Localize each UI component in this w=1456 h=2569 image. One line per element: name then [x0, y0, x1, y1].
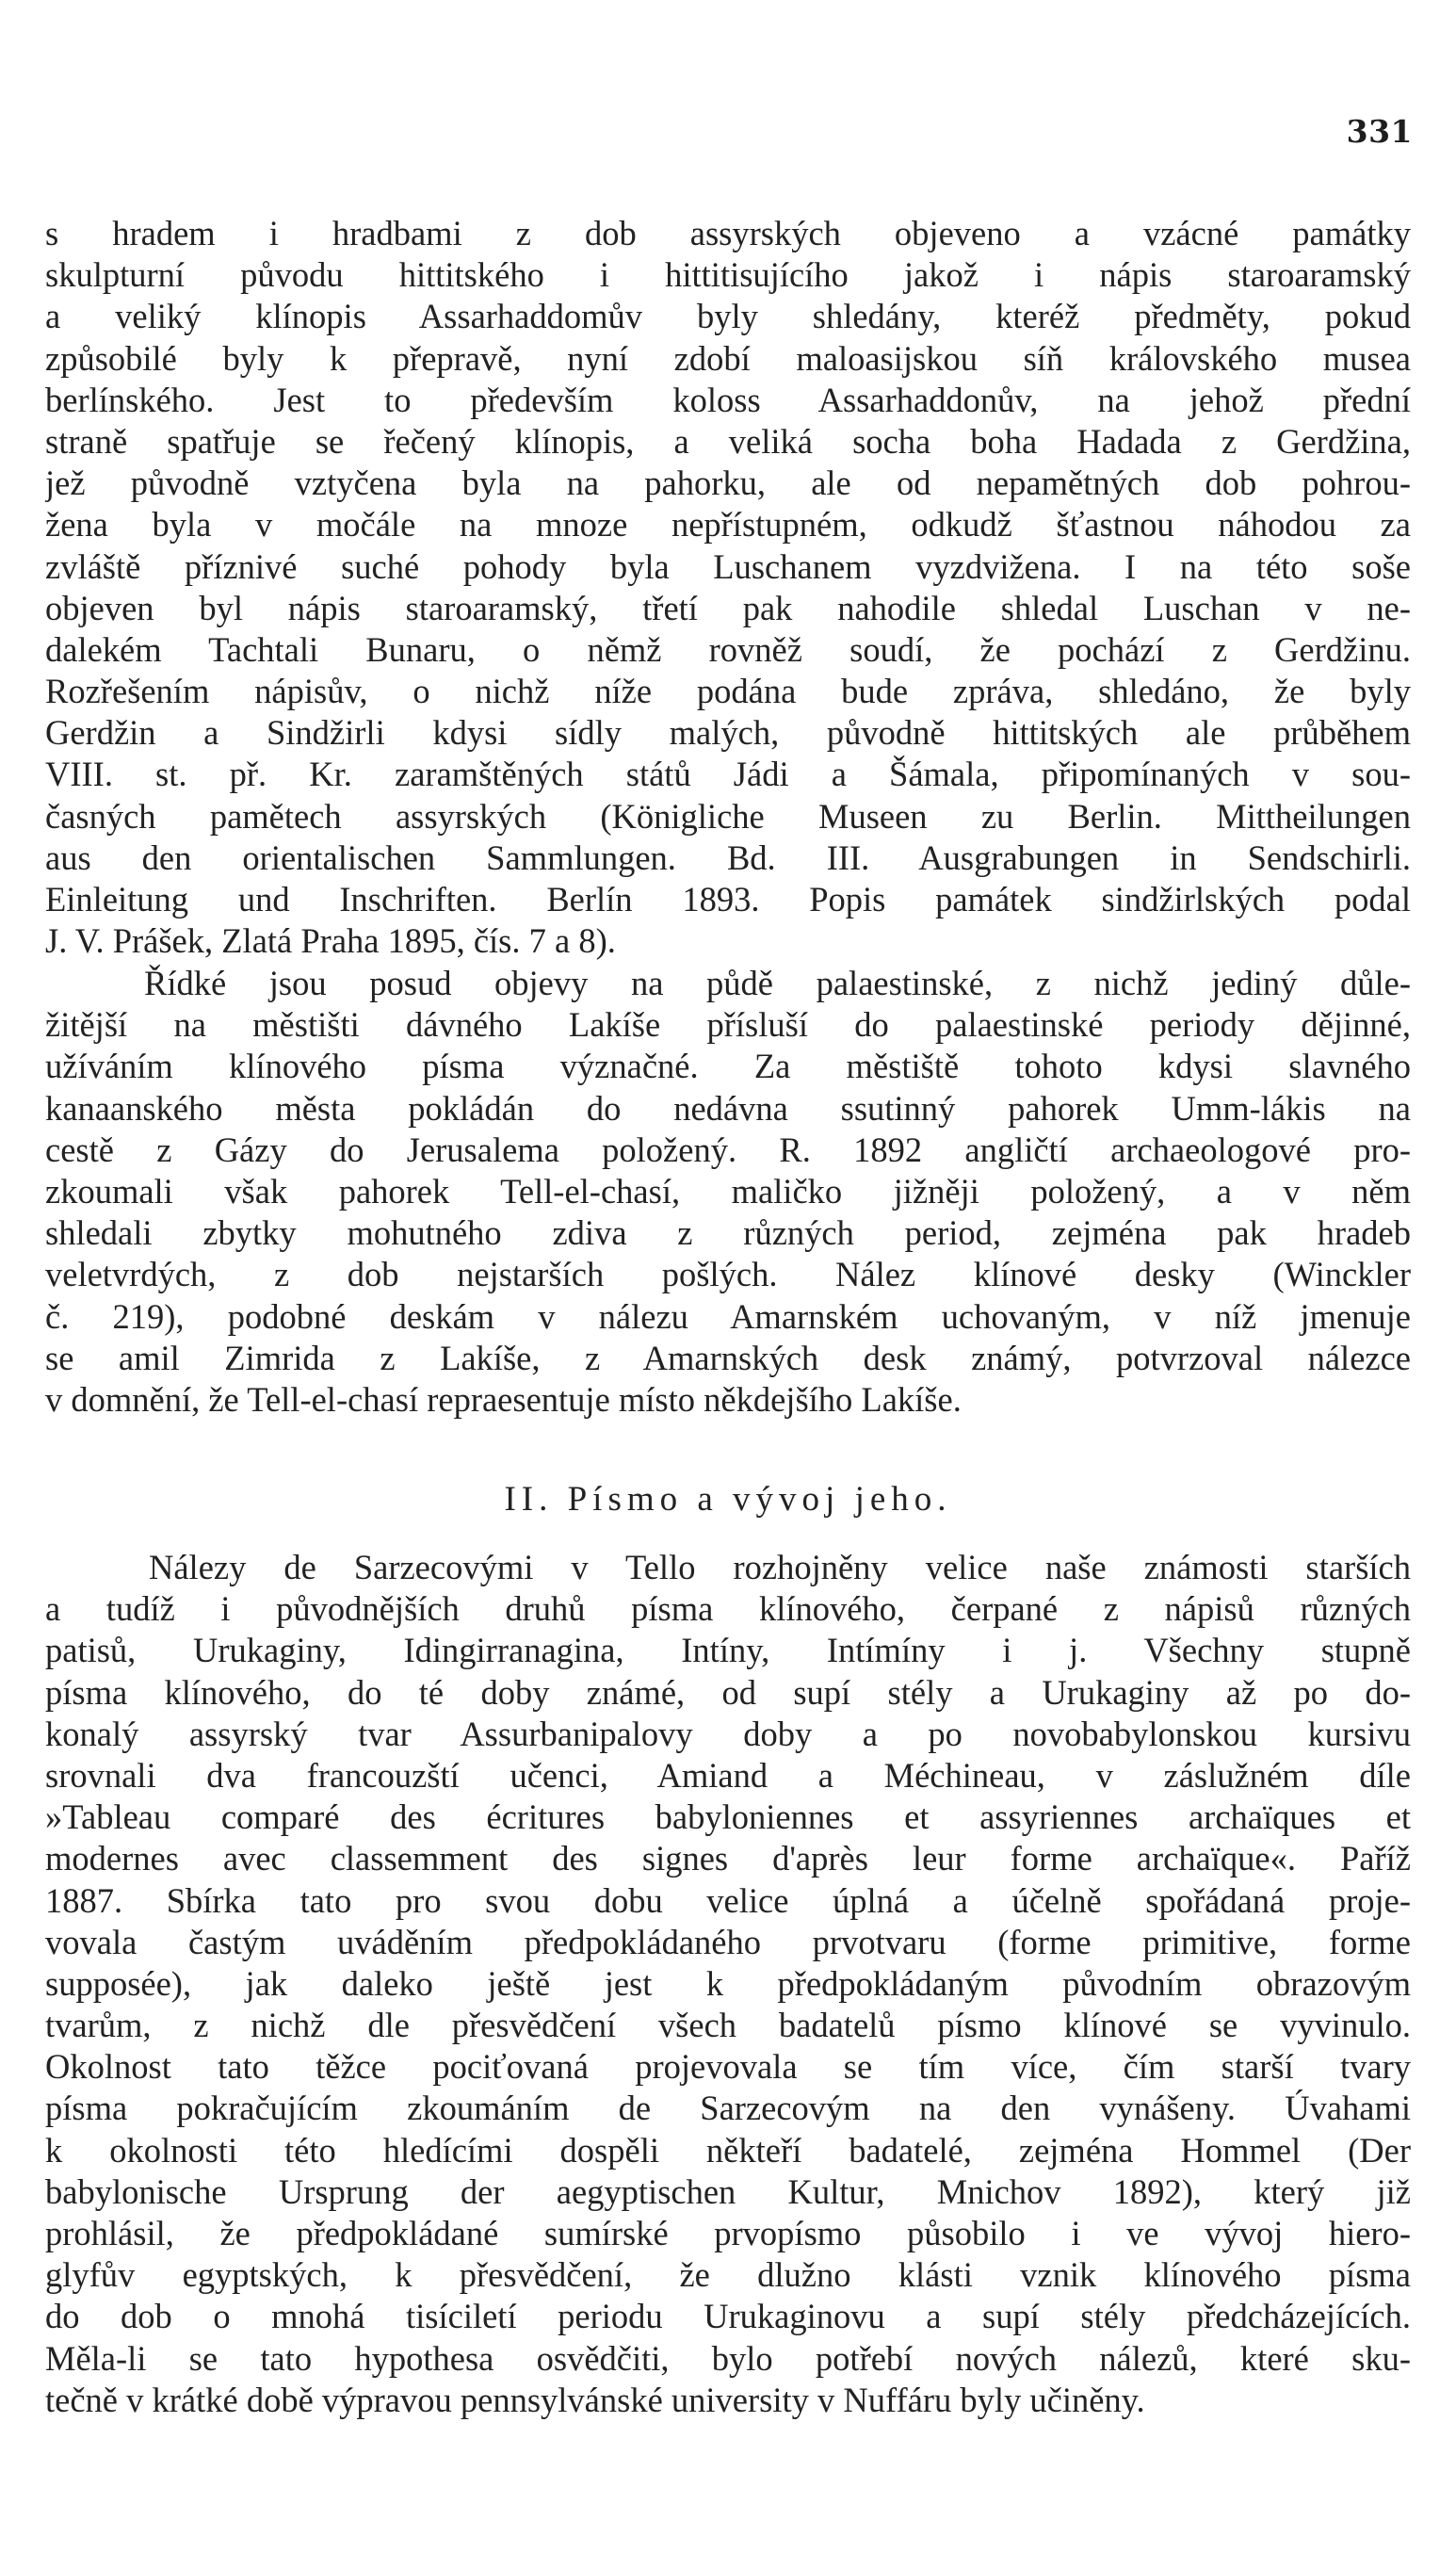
text-line: 1887. Sbírka tato pro svou dobu velice úplná a účelně spořádaná proje-	[45, 1880, 1411, 1920]
text-line: veletvrdých, z dob nejstarších pošlých. Nález klínové desky (Winckler	[45, 1255, 1411, 1294]
text-line: užíváním klínového písma význačné. Za městiště tohoto kdysi slavného	[45, 1047, 1411, 1086]
text-line: Měla-li se tato hypothesa osvědčiti, bylo potřebí nových nálezů, které sku-	[45, 2338, 1411, 2378]
text-line: objeven byl nápis staroaramský, třetí pak nahodile shledal Luschan v ne-	[45, 588, 1411, 627]
text-line: supposée), jak daleko ještě jest k předpokládaným původním obrazovým	[45, 1963, 1411, 2003]
text-line: straně spatřuje se řečený klínopis, a veliká socha boha Hadada z Gerdžina,	[45, 421, 1411, 461]
paragraph-1	[45, 213, 1411, 962]
text-line: berlínského. Jest to především koloss Assarhaddonův, na jehož přední	[45, 380, 1411, 419]
page-number: 331	[1346, 113, 1413, 150]
text-line: dalekém Tachtali Bunaru, o němž rovněž soudí, že pochází z Gerdžinu.	[45, 629, 1411, 669]
text-line: skulpturní původu hittitského i hittitisujícího jakož i nápis staroaramský	[45, 255, 1411, 295]
text-line: aus den orientalischen Sammlungen. Bd. III. Ausgrabungen in Sendschirli.	[45, 837, 1411, 877]
text-line: Okolnost tato těžce pociťovaná projevovala se tím více, čím starší tvary	[45, 2047, 1411, 2087]
paragraph-2	[45, 963, 1411, 1421]
text-line: »Tableau comparé des écritures babyloniennes et assyriennes archaïques et	[45, 1797, 1411, 1837]
text-line: shledali zbytky mohutného zdiva z různých period, zejména pak hradeb	[45, 1213, 1411, 1253]
text-line: způsobilé byly k přepravě, nyní zdobí maloasijskou síň královského musea	[45, 338, 1411, 378]
text-line: č. 219), podobné deskám v nálezu Amarnském uchovaným, v níž jmenuje	[45, 1296, 1411, 1336]
text-line: zkoumali však pahorek Tell-el-chasí, maličko jižněji položený, a v něm	[45, 1171, 1411, 1211]
text-line: zvláště příznivé suché pohody byla Luschanem vyzdvižena. I na této soše	[45, 546, 1411, 586]
text-line: vovala častým uváděním předpokládaného prvotvaru (forme primitive, forme	[45, 1922, 1411, 1961]
text-line: Gerdžin a Sindžirli kdysi sídly malých, původně hittitských ale průběhem	[45, 713, 1411, 753]
section-heading: II. Písmo a vývoj jeho.	[504, 1480, 952, 1519]
text-line: glyfův egyptských, k přesvědčení, že dlužno klásti vznik klínového písma	[45, 2255, 1411, 2295]
text-line: Nálezy de Sarzecovými v Tello rozhojněny velice naše známosti starších	[149, 1548, 1411, 1586]
text-line: Einleitung und Inschriften. Berlín 1893. Popis památek sindžirlských podal	[45, 880, 1411, 919]
text-line: žitější na městišti dávného Lakíše přísluší do palaestinské periody dějinné,	[45, 1005, 1411, 1045]
text-line: patisů, Urukaginy, Idingirranagina, Intíny, Intímíny i j. Všechny stupně	[45, 1631, 1411, 1670]
text-line: cestě z Gázy do Jerusalema položený. R. 1892 angličtí archaeologové pro-	[45, 1130, 1411, 1169]
text-line: srovnali dva francouzští učenci, Amiand a Méchineau, v záslužném díle	[45, 1755, 1411, 1795]
text-line: do dob o mnohá tisíciletí periodu Urukaginovu a supí stély předcházejících.	[45, 2297, 1411, 2336]
text-line: k okolnosti této hledícími dospěli někteří badatelé, zejména Hommel (Der	[45, 2130, 1411, 2170]
text-line: a tudíž i původnějších druhů písma klínového, čerpané z nápisů různých	[45, 1589, 1411, 1629]
text-line: kanaanského města pokládán do nedávna ssutinný pahorek Umm-lákis na	[45, 1088, 1411, 1128]
paragraph-3	[45, 1547, 1411, 2421]
text-line: babylonische Ursprung der aegyptischen Kultur, Mnichov 1892), který již	[45, 2171, 1411, 2211]
text-line: tečně v krátké době výpravou pennsylvánské university v Nuffáru byly učiněny.	[45, 2380, 1145, 2419]
text-line: tvarům, z nichž dle přesvědčení všech badatelů písmo klínové se vyvinulo.	[45, 2006, 1411, 2045]
text-line: a veliký klínopis Assarhaddomův byly shledány, kteréž předměty, pokud	[45, 297, 1411, 336]
text-line: písma pokračujícím zkoumáním de Sarzecovým na den vynášeny. Úvahami	[45, 2089, 1411, 2128]
text-line: konalý assyrský tvar Assurbanipalovy doby a po novobabylonskou kursivu	[45, 1714, 1411, 1753]
text-line: Řídké jsou posud objevy na půdě palaestinské, z nichž jediný důle-	[144, 964, 1411, 1002]
text-line: modernes avec classemment des signes d'après leur forme archaïque«. Paříž	[45, 1839, 1411, 1878]
text-line: časných pamětech assyrských (Königliche Museen zu Berlin. Mittheilungen	[45, 796, 1411, 836]
text-line: žena byla v močále na mnoze nepřístupném, odkudž šťastnou náhodou za	[45, 505, 1411, 545]
text-line: písma klínového, do té doby známé, od supí stély a Urukaginy až po do-	[45, 1672, 1411, 1712]
text-line: prohlásil, že předpokládané sumírské prvopísmo působilo i ve vývoj hiero-	[45, 2214, 1411, 2252]
text-line: jež původně vztyčena byla na pahorku, ale od nepamětných dob pohrou-	[45, 463, 1411, 503]
text-line: s hradem i hradbami z dob assyrských objeveno a vzácné památky	[45, 214, 1411, 252]
text-line: VIII. st. př. Kr. zaramštěných států Jádi a Šámala, připomínaných v sou-	[45, 755, 1411, 794]
text-line: v domnění, že Tell-el-chasí repraesentuje místo někdejšího Lakíše.	[45, 1379, 962, 1419]
text-line: Rozřešením nápisův, o nichž níže podána bude zpráva, shledáno, že byly	[45, 672, 1411, 711]
text-line: se amil Zimrida z Lakíše, z Amarnských desk známý, potvrzoval nálezce	[45, 1338, 1411, 1377]
text-line: J. V. Prášek, Zlatá Praha 1895, čís. 7 a 8).	[45, 921, 616, 961]
